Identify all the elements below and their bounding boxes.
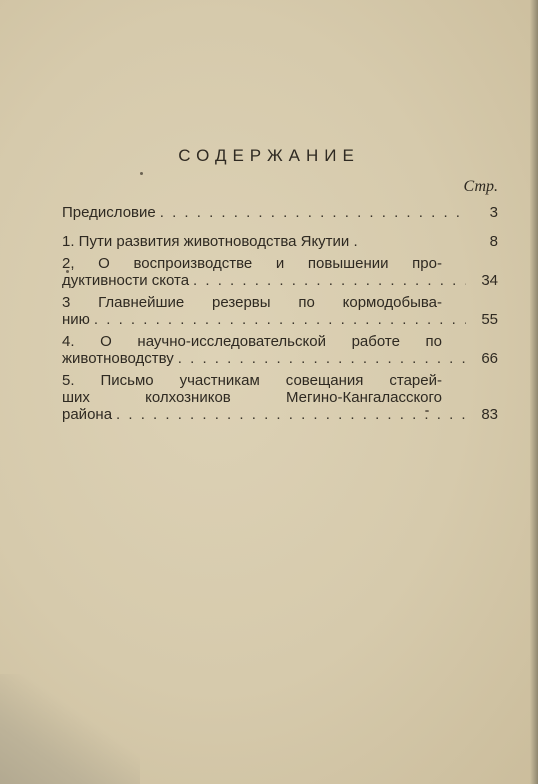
toc-entry-title: 1. Пути развития животноводства Якутии . xyxy=(62,233,358,250)
toc-page-number: 83 xyxy=(481,406,498,423)
page-title: СОДЕРЖАНИЕ xyxy=(178,146,360,165)
toc-entry xyxy=(62,372,498,423)
dot-leader xyxy=(94,311,466,328)
dot-leader xyxy=(193,272,466,289)
toc-entry xyxy=(62,333,498,367)
toc-entry-title-cont: района xyxy=(62,406,113,423)
toc-entry-title: 3 Главнейшие резервы по кормодобыва- xyxy=(62,294,442,311)
toc-entry xyxy=(62,233,498,250)
toc-entry-title-cont: дуктивности скота xyxy=(62,272,190,289)
toc-line xyxy=(62,311,498,328)
toc-entry-title-cont: ших колхозников Мегино-Кангаласского xyxy=(62,389,442,406)
toc-entry-title: 4. О научно-исследовательской работе по xyxy=(62,333,442,350)
toc-entry-title-cont: нию xyxy=(62,311,90,328)
toc-entry-title: Предисловие xyxy=(62,204,156,221)
toc-page-number: 3 xyxy=(489,204,498,221)
dot-leader xyxy=(116,406,466,423)
toc-line xyxy=(62,204,498,221)
toc-page-number: 55 xyxy=(481,311,498,328)
page-edge xyxy=(530,0,538,784)
toc-entry xyxy=(62,255,498,289)
toc-line xyxy=(62,406,498,423)
toc-entry xyxy=(62,294,498,328)
toc-page-number: 8 xyxy=(489,233,498,250)
toc-page-number: 34 xyxy=(481,272,498,289)
table-of-contents xyxy=(62,204,498,428)
toc-line xyxy=(62,350,498,367)
toc-entry-title-cont: животноводству xyxy=(62,350,174,367)
page-column-header: Стр. xyxy=(463,178,498,195)
toc-entry-title: 5. Письмо участникам совещания старей- xyxy=(62,372,442,389)
toc-entry-title: 2, О воспроизводстве и повышении про- xyxy=(62,255,442,272)
toc-line xyxy=(62,272,498,289)
dot-leader xyxy=(160,204,466,221)
page-corner-shadow xyxy=(0,674,140,784)
toc-page-number: 66 xyxy=(481,350,498,367)
print-speck xyxy=(140,172,143,175)
dot-leader xyxy=(178,350,466,367)
toc-entry xyxy=(62,204,498,221)
toc-line xyxy=(62,233,498,250)
